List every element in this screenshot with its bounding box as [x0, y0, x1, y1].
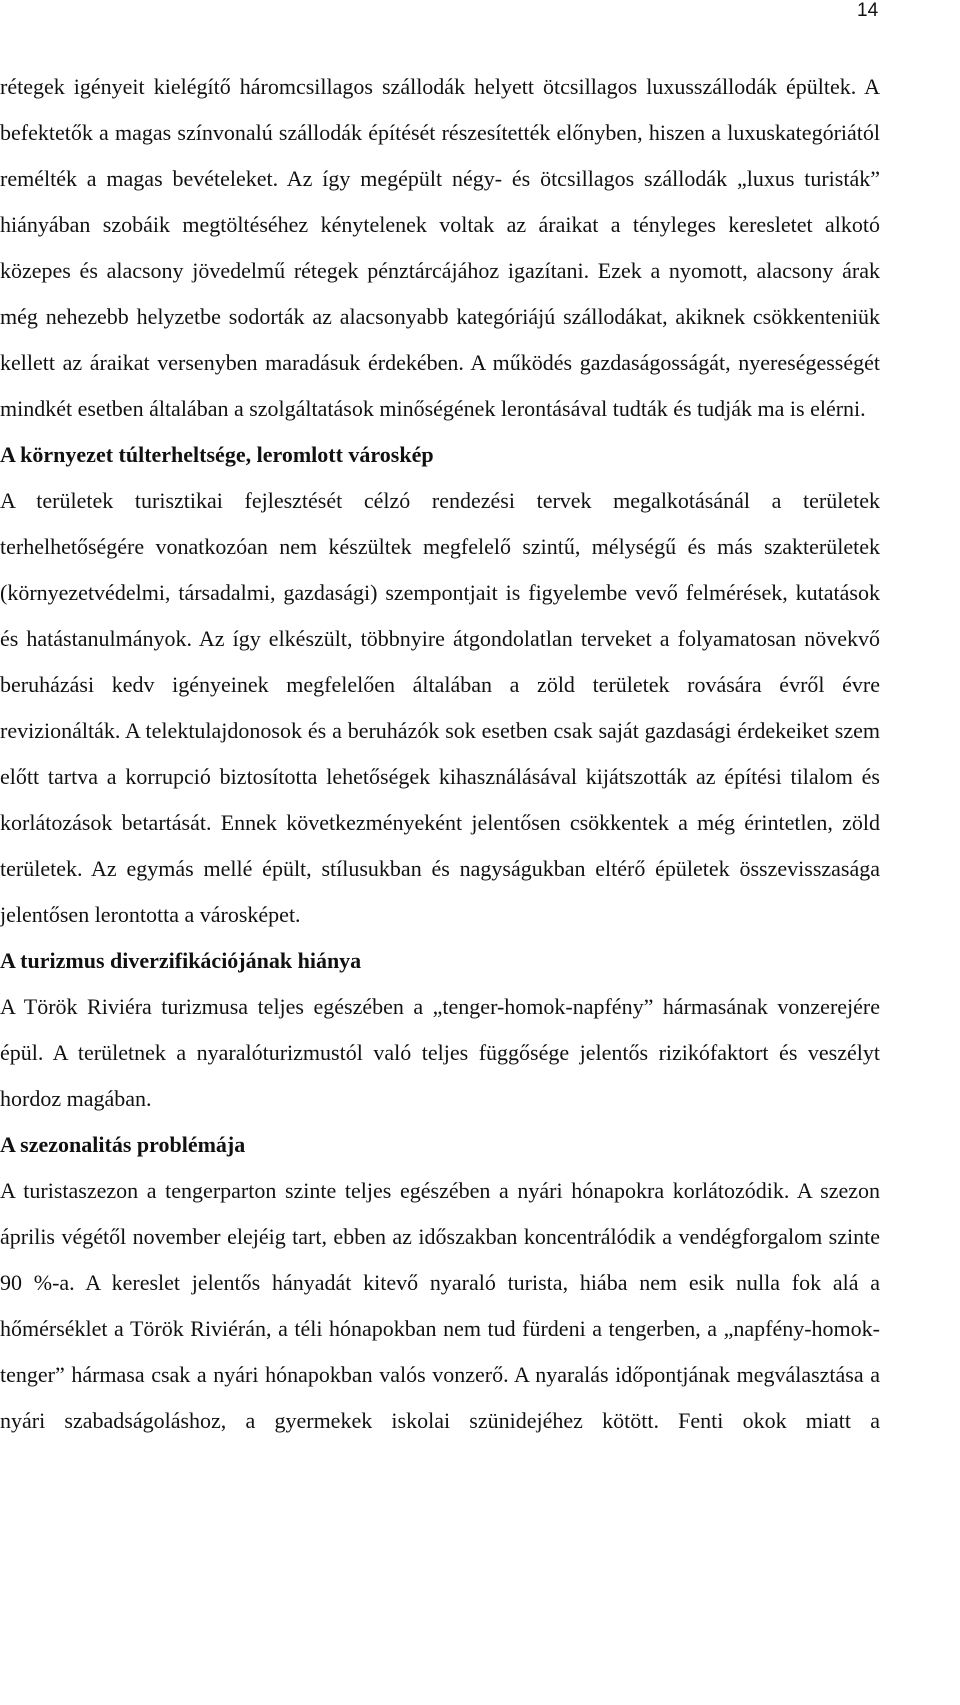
section-heading-seasonality: A szezonalitás problémája [0, 1132, 246, 1157]
paragraph-diversification: A Török Riviéra turizmusa teljes egészében a „tenger-homok-napfény” hármasának vonzerejére épül. A területnek a nyaralóturizmustól való teljes függősége jelentős rizikófaktort és veszélyt hordoz magában. [0, 994, 880, 1111]
paragraph-hotel-pricing: rétegek igényeit kielégítő háromcsillagos szállodák helyett ötcsillagos luxusszállodák épültek. A befektetők a magas színvonalú szállodák építését részesítették előnyben, hiszen a luxuskategóriától remélték a magas bevételeket. Az így megépült négy- és ötcsillagos szállodák „luxus turisták” hiányában szobáik megtöltéséhez kénytelenek voltak az áraikat a tényleges keresletet alkotó közepes és alacsony jövedelmű rétegek pénztárcájához igazítani. Ezek a nyomott, alacsony árak még nehezebb helyzetbe sodorták az alacsonyabb kategóriájú szállodákat, akiknek csökkenteniük kellett az áraikat versenyben maradásuk érdekében. A működés gazdaságosságát, nyereségességét mindkét esetben általában a szolgáltatások minőségének lerontásával tudták és tudják ma is elérni. [0, 74, 880, 421]
paragraph-environment: A területek turisztikai fejlesztését célzó rendezési tervek megalkotásánál a területek terhelhetőségére vonatkozóan nem készültek megfelelő szintű, mélységű és más szakterületek (környezetvédelmi, társadalmi, gazdasági) szempontjait is figyelembe vevő felmérések, kutatások és hatástanulmányok. Az így elkészült, többnyire átgondolatlan terveket a folyamatosan növekvő beruházási kedv igényeinek megfelelően általában a zöld területek rovására évről évre revizionálták. A telektulajdonosok és a beruházók sok esetben csak saját gazdasági érdekeiket szem előtt tartva a korrupció biztosította lehetőségek kihasználásával kijátszották az építési tilalom és korlátozások betartását. Ennek következményeként jelentősen csökkentek a még érintetlen, zöld területek. Az egymás mellé épült, stílusukban és nagyságukban eltérő épületek összevisszasága jelentősen lerontotta a városképet. [0, 488, 880, 927]
page-number: 14 [857, 0, 879, 21]
section-heading-environment: A környezet túlterheltsége, leromlott városkép [0, 442, 434, 467]
section-heading-diversification: A turizmus diverzifikációjának hiánya [0, 948, 362, 973]
document-body [0, 64, 880, 1444]
paragraph-seasonality: A turistaszezon a tengerparton szinte teljes egészében a nyári hónapokra korlátozódik. A szezon április végétől november elejéig tart, ebben az időszakban koncentrálódik a vendégforgalom szinte 90 %-a. A kereslet jelentős hányadát kitevő nyaraló turista, hiába nem esik nulla fok alá a hőmérséklet a Török Riviérán, a téli hónapokban nem tud fürdeni a tengerben, a „napfény-homok-tenger” hármasa csak a nyári hónapokban valós vonzerő. A nyaralás időpontjának megválasztása a nyári szabadságoláshoz, a gyermekek iskolai szünidejéhez kötött. Fenti okok miatt a [0, 1178, 880, 1433]
